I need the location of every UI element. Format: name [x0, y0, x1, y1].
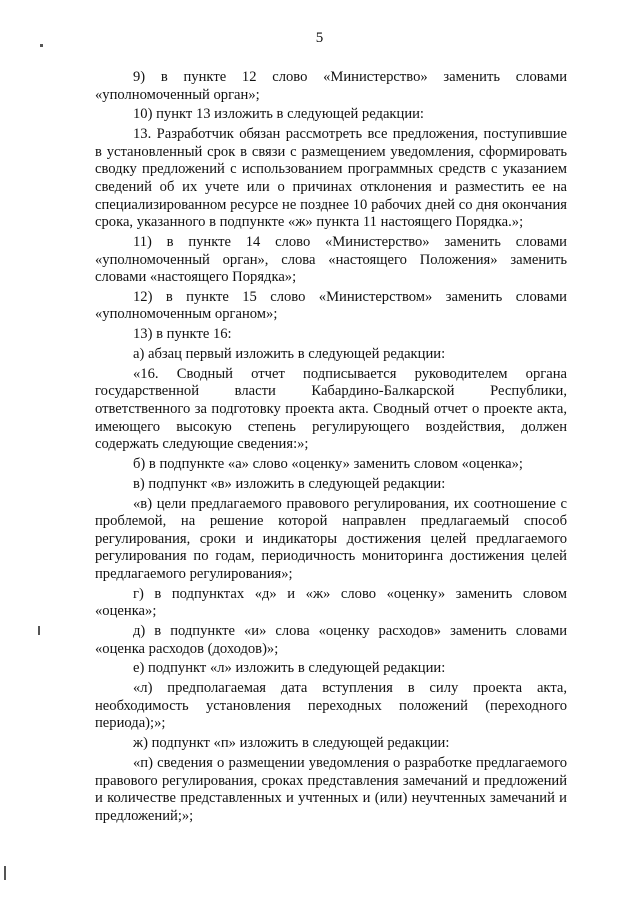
paragraph: 9) в пункте 12 слово «Министерство» заменить словами «уполномоченный орган»; — [95, 69, 567, 103]
paragraph: ж) подпункт «п» изложить в следующей редакции: — [133, 735, 450, 752]
paragraph: «в) цели предлагаемого правового регулирования, их соотношение с проблемой, на решение которой направлен предлагаемый способ регулирования, сроки и индикаторы достижения целей предлагаемого регулирования по годам, периодичность мониторинга достижения целей предлагаемого регулирования»; — [95, 495, 567, 582]
paragraph: 13. Разработчик обязан рассмотреть все предложения, поступившие в установленный срок в связи с размещением уведомления, сформировать сводку предложений с использованием программных средств с указанием сведений об их учете или о причинах отклонения и разместить ее на специализированном ресурсе не позднее 10 рабочих дней со дня окончания срока, указанного в подпункте «ж» пункта 11 настоящего Порядка.»; — [95, 126, 567, 231]
paragraph: б) в подпункте «а» слово «оценку» заменить словом «оценка»; — [133, 455, 523, 472]
paragraph: д) в подпункте «и» слова «оценку расходов» заменить словами «оценка расходов (доходов)»; — [95, 623, 567, 657]
scan-mark — [38, 626, 40, 635]
paragraph: «л) предполагаемая дата вступления в силу проекта акта, необходимость установления переходных положений (переходного периода);»; — [95, 680, 567, 732]
page-number: 5 — [315, 30, 324, 46]
paragraph: е) подпункт «л» изложить в следующей редакции: — [133, 660, 446, 677]
paragraph: 13) в пункте 16: — [133, 326, 232, 343]
scan-mark — [4, 866, 6, 880]
paragraph: а) абзац первый изложить в следующей редакции: — [133, 346, 446, 363]
paragraph: «16. Сводный отчет подписывается руководителем органа государственной власти Кабардино-Балкарской Республики, ответственного за подготовку проекта акта. Сводный отчет о проекте акта, имеющего высокую степень регулирующего воздействия, должен содержать следующие сведения:»; — [95, 365, 567, 453]
paragraph: «п) сведения о размещении уведомления о разработке предлагаемого правового регулирования, сроках представления замечаний и предложений и количестве представленных и учтенных и (или) неучтенных замечаний и предложений;»; — [95, 754, 567, 824]
paragraph: в) подпункт «в» изложить в следующей редакции: — [133, 475, 446, 492]
paragraph: 11) в пункте 14 слово «Министерство» заменить словами «уполномоченный орган», слова «настоящего Положения» заменить словами «настоящего Порядка»; — [95, 233, 567, 286]
paragraph: 10) пункт 13 изложить в следующей редакции: — [133, 106, 424, 123]
paragraph: 12) в пункте 15 слово «Министерством» заменить словами «уполномоченным органом»; — [95, 288, 567, 323]
scan-mark — [40, 44, 43, 47]
paragraph: г) в подпунктах «д» и «ж» слово «оценку» заменить словом «оценка»; — [95, 585, 567, 620]
document-body — [95, 69, 567, 825]
